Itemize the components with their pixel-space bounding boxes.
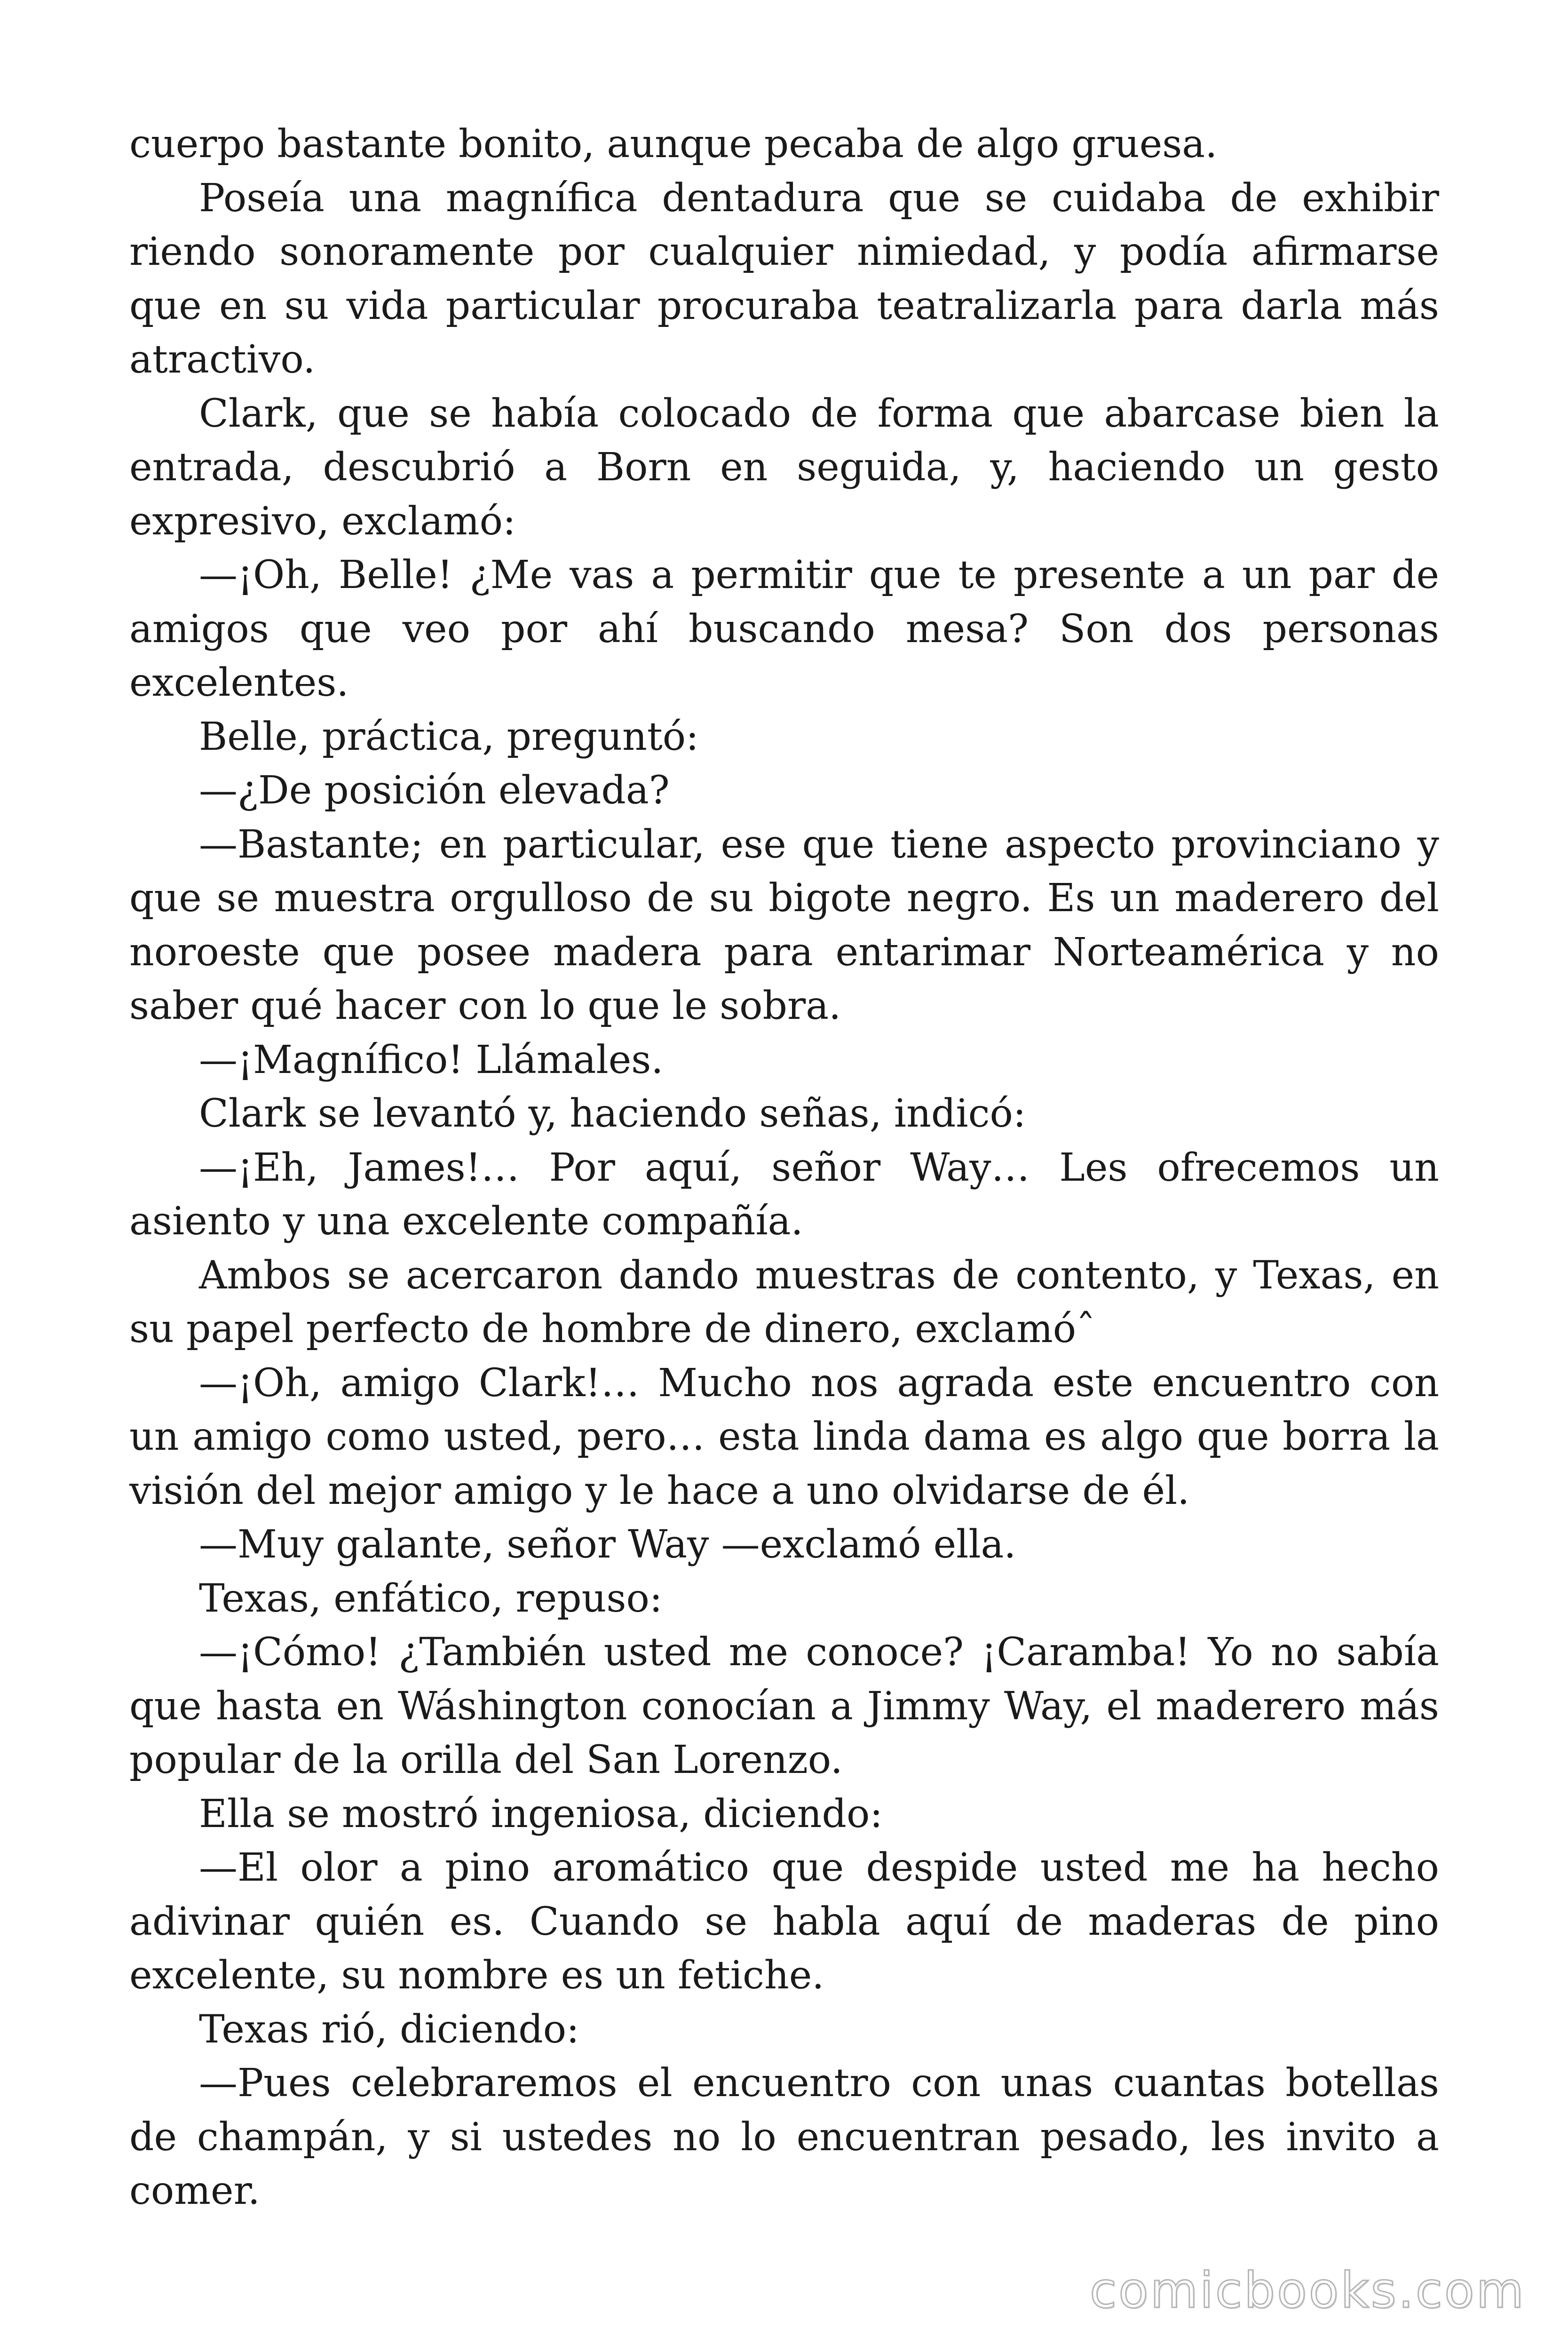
dialogue-paragraph: —¡Magnífico! Llámales. [199, 1037, 664, 1082]
paragraph: Clark, que se había colocado de forma que abarcase bien la entrada, descubrió a Born en seguida, y, haciendo un gesto expresivo, exclamó: [129, 391, 1439, 544]
paragraph: Ambos se acercaron dando muestras de contento, y Texas, en su papel perfecto de hombre de dinero, exclamóˆ [129, 1253, 1439, 1351]
paragraph: cuerpo bastante bonito, aunque pecaba de algo gruesa. [129, 122, 1218, 167]
page-body-text [129, 118, 1439, 2218]
dialogue-paragraph: —Pues celebraremos el encuentro con unas cuantas botellas de champán, y si ustedes no lo encuentran pesado, les invito a comer. [129, 2061, 1439, 2213]
paragraph: Poseía una magnífica dentadura que se cuidaba de exhibir riendo sonoramente por cualquier nimiedad, y podía afirmarse que en su vida particular procuraba teatralizarla para darla más atractivo. [129, 175, 1439, 382]
paragraph: Texas rió, diciendo: [199, 2007, 579, 2052]
paragraph: Belle, práctica, preguntó: [199, 714, 699, 759]
dialogue-paragraph: —¡Oh, amigo Clark!… Mucho nos agrada este encuentro con un amigo como usted, pero… esta linda dama es algo que borra la visión del mejor amigo y le hace a uno olvidarse de él. [129, 1360, 1439, 1513]
dialogue-paragraph: —El olor a pino aromático que despide usted me ha hecho adivinar quién es. Cuando se habla aquí de maderas de pino excelente, su nombre es un fetiche. [129, 1845, 1439, 1998]
dialogue-paragraph: —¡Oh, Belle! ¿Me vas a permitir que te presente a un par de amigos que veo por ahí buscando mesa? Son dos personas excelentes. [129, 553, 1439, 705]
dialogue-paragraph: —¡Cómo! ¿También usted me conoce? ¡Caramba! Yo no sabía que hasta en Wáshington conocían a Jimmy Way, el maderero más popular de la orilla del San Lorenzo. [129, 1630, 1439, 1782]
watermark: comicbooks.com [1089, 2262, 1526, 2319]
dialogue-paragraph: —Muy galante, señor Way —exclamó ella. [199, 1522, 1016, 1567]
dialogue-paragraph: —¡Eh, James!… Por aquí, señor Way… Les ofrecemos un asiento y una excelente compañía. [129, 1145, 1439, 1244]
paragraph: Ella se mostró ingeniosa, diciendo: [199, 1791, 883, 1836]
paragraph: Texas, enfático, repuso: [199, 1576, 663, 1621]
paragraph: Clark se levantó y, haciendo señas, indicó: [199, 1091, 1026, 1136]
dialogue-paragraph: —Bastante; en particular, ese que tiene aspecto provinciano y que se muestra orgulloso de su bigote negro. Es un maderero del noroeste que posee madera para entarimar Norteamérica y no saber qué hacer con lo que le sobra. [129, 822, 1439, 1028]
dialogue-paragraph: —¿De posición elevada? [199, 768, 670, 813]
